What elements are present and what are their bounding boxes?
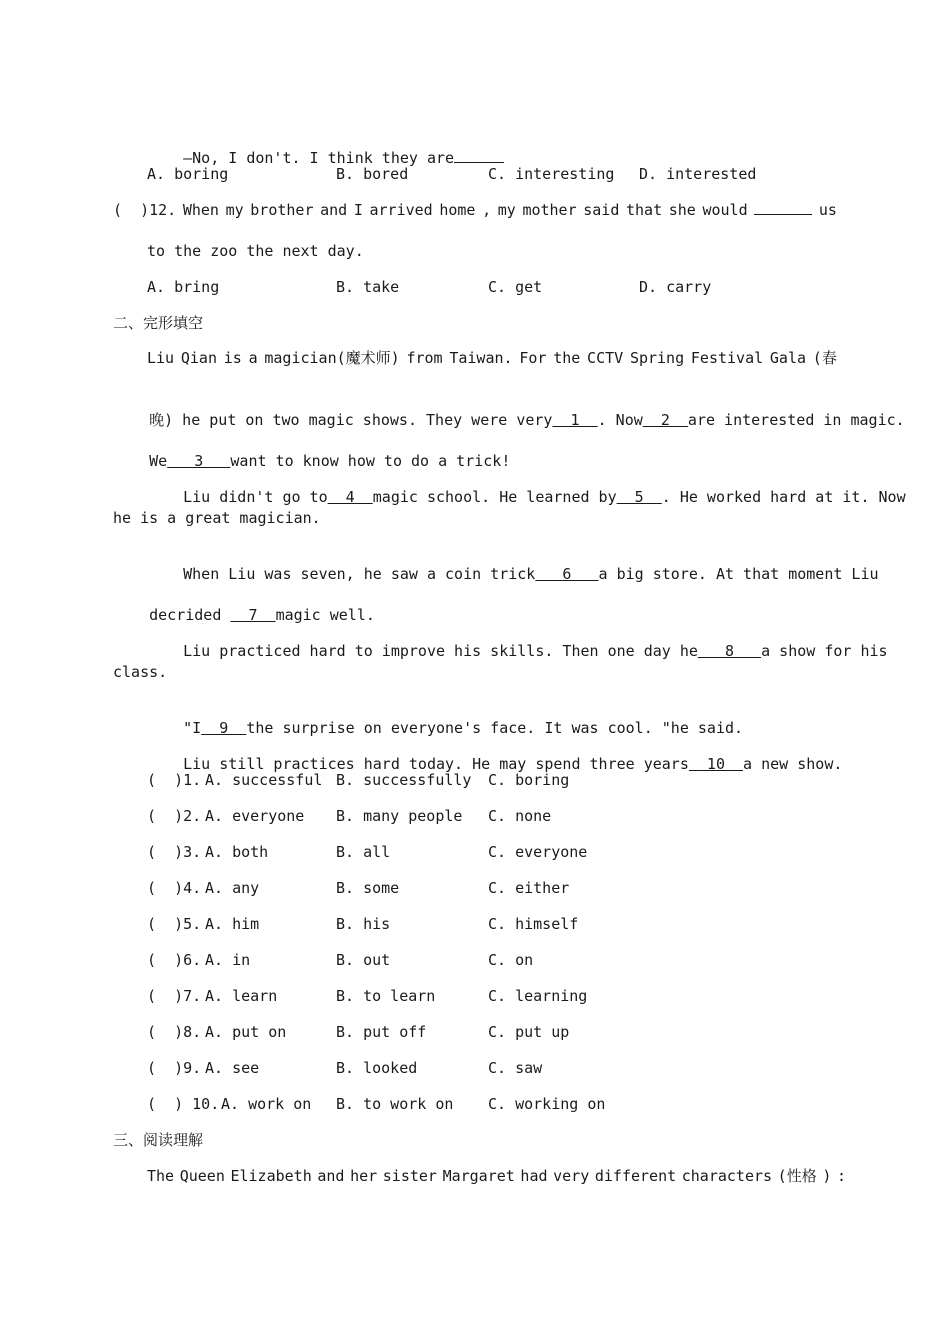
passage-p2-line2: he is a great magician. [113, 509, 321, 527]
reading-word: Elizabeth [230, 1167, 312, 1185]
blank-6: 6 [535, 565, 599, 583]
reading-word: had [520, 1167, 548, 1185]
option-c: C. either [488, 879, 570, 897]
option-a: A. see [205, 1059, 260, 1077]
passage-p1-line1 [147, 348, 837, 368]
option-a: A. in [205, 951, 251, 969]
passage-text: a big store. At that moment Liu [598, 565, 879, 583]
q12-word: my [497, 201, 516, 219]
option-a: A. put on [205, 1023, 287, 1041]
option-c: C. on [488, 951, 534, 969]
reading-word: and [317, 1167, 345, 1185]
reading-intro-line [147, 1166, 846, 1186]
q12-line1 [113, 200, 837, 220]
blank-5: 5 [616, 488, 662, 506]
passage-text: the surprise on everyone's face. It was cool. "he said. [246, 719, 744, 737]
blank-4: 4 [327, 488, 373, 506]
q11-option-b: B. bored [336, 165, 409, 183]
reading-word: : [836, 1167, 846, 1185]
question-number: ( )7. [147, 987, 202, 1005]
q12-word: I [353, 201, 363, 219]
option-b: B. successfully [336, 771, 472, 789]
option-a: A. work on [221, 1095, 312, 1113]
blank-10: 10 [688, 755, 744, 773]
passage-text: are interested in magic. [687, 411, 905, 429]
q11-option-d: D. interested [639, 165, 757, 183]
passage-word: Spring [629, 349, 685, 367]
passage-text: magic well. [275, 606, 375, 624]
section-3-title: 三、阅读理解 [113, 1131, 204, 1149]
reading-word: different [594, 1167, 677, 1185]
q12-word: she [668, 201, 696, 219]
option-c: C. saw [488, 1059, 543, 1077]
q12-blank [754, 200, 812, 215]
reading-word: very [553, 1167, 590, 1185]
q12-word: would [702, 201, 748, 219]
reading-word: ) [822, 1167, 832, 1185]
option-a: A. everyone [205, 807, 305, 825]
passage-text: Liu practiced hard to improve his skills. Then one day he [183, 642, 698, 660]
question-number: ( ) 10. [147, 1095, 220, 1113]
q12-word: and [320, 201, 348, 219]
q12-option-b: B. take [336, 278, 400, 296]
passage-word: Festival [690, 349, 764, 367]
question-number: ( )8. [147, 1023, 202, 1041]
option-c: C. learning [488, 987, 588, 1005]
q11-option-a: A. boring [147, 165, 229, 183]
q12-word: that [626, 201, 663, 219]
question-number: ( )1. [147, 771, 202, 789]
q12-word: When [182, 201, 219, 219]
passage-word: Qian [180, 349, 217, 367]
passage-text: . He worked hard at it. Now [661, 488, 906, 506]
passage-text: decrided [149, 606, 231, 624]
option-b: B. put off [336, 1023, 427, 1041]
blank-9: 9 [201, 719, 247, 737]
q11-answer-text: —No, I don't. I think they are [183, 149, 455, 167]
q11-blank [454, 148, 504, 163]
passage-text: Liu still practices hard today. He may spend three years [183, 755, 689, 773]
passage-word: For [519, 349, 547, 367]
option-c: C. put up [488, 1023, 570, 1041]
blank-3: 3 [167, 452, 231, 470]
option-b: B. out [336, 951, 391, 969]
option-b: B. looked [336, 1059, 418, 1077]
question-number: ( )3. [147, 843, 202, 861]
passage-text: 晚) he put on two magic shows. They were very [149, 411, 553, 429]
option-c: C. none [488, 807, 552, 825]
option-a: A. both [205, 843, 269, 861]
passage-word: the [553, 349, 581, 367]
passage-word: CCTV [587, 349, 624, 367]
reading-word: Queen [179, 1167, 225, 1185]
option-b: B. some [336, 879, 400, 897]
passage-text: want to know how to do a trick! [230, 452, 511, 470]
option-c: C. everyone [488, 843, 588, 861]
option-c: C. boring [488, 771, 570, 789]
q12-word: my [225, 201, 244, 219]
option-b: B. all [336, 843, 391, 861]
blank-7: 7 [230, 606, 276, 624]
passage-word: is [223, 349, 242, 367]
reading-word: The [147, 1167, 175, 1185]
passage-text: a new show. [743, 755, 843, 773]
q12-option-c: C. get [488, 278, 543, 296]
option-a: A. learn [205, 987, 278, 1005]
q12-option-d: D. carry [639, 278, 712, 296]
q12-word: , [482, 201, 492, 219]
option-b: B. many people [336, 807, 463, 825]
q12-word: brother [250, 201, 314, 219]
passage-word: Gala [769, 349, 807, 367]
passage-p4-line2: class. [113, 663, 168, 681]
option-b: B. to learn [336, 987, 436, 1005]
passage-text: magic school. He learned by [372, 488, 617, 506]
q12-word: us [818, 201, 837, 219]
reading-word: sister [382, 1167, 437, 1185]
q12-paren: ( )12. [113, 201, 177, 219]
passage-p4-line1 [147, 621, 888, 681]
blank-2: 2 [642, 411, 688, 429]
question-number: ( )4. [147, 879, 202, 897]
passage-word: Taiwan. [449, 349, 513, 367]
q11-option-c: C. interesting [488, 165, 615, 183]
option-a: A. any [205, 879, 260, 897]
option-b: B. to work on [336, 1095, 454, 1113]
passage-word: from [406, 349, 443, 367]
passage-text: Liu didn't go to [183, 488, 328, 506]
passage-text: We [149, 452, 168, 470]
passage-text: When Liu was seven, he saw a coin trick [183, 565, 536, 583]
q12-word: home [439, 201, 476, 219]
passage-text: . Now [597, 411, 643, 429]
option-a: A. him [205, 915, 260, 933]
question-number: ( )9. [147, 1059, 202, 1077]
reading-word: Margaret [442, 1167, 515, 1185]
reading-word: (性格 [777, 1167, 817, 1185]
section-2-title: 二、完形填空 [113, 314, 204, 332]
reading-word: characters [681, 1167, 773, 1185]
blank-8: 8 [697, 642, 762, 660]
question-number: ( )5. [147, 915, 202, 933]
option-a: A. successful [205, 771, 323, 789]
passage-word: (春 [812, 349, 837, 367]
passage-word: Liu [147, 349, 175, 367]
q12-word: mother [522, 201, 577, 219]
q12-option-a: A. bring [147, 278, 220, 296]
passage-text: "I [183, 719, 202, 737]
q12-word: arrived [369, 201, 433, 219]
question-number: ( )6. [147, 951, 202, 969]
passage-text: a show for his [761, 642, 888, 660]
option-c: C. working on [488, 1095, 606, 1113]
passage-word: magician(魔术师) [264, 349, 400, 367]
q12-word: said [583, 201, 620, 219]
option-b: B. his [336, 915, 391, 933]
blank-1: 1 [552, 411, 598, 429]
option-c: C. himself [488, 915, 579, 933]
q12-line2: to the zoo the next day. [147, 242, 364, 260]
question-number: ( )2. [147, 807, 202, 825]
reading-word: her [350, 1167, 378, 1185]
passage-word: a [248, 349, 258, 367]
